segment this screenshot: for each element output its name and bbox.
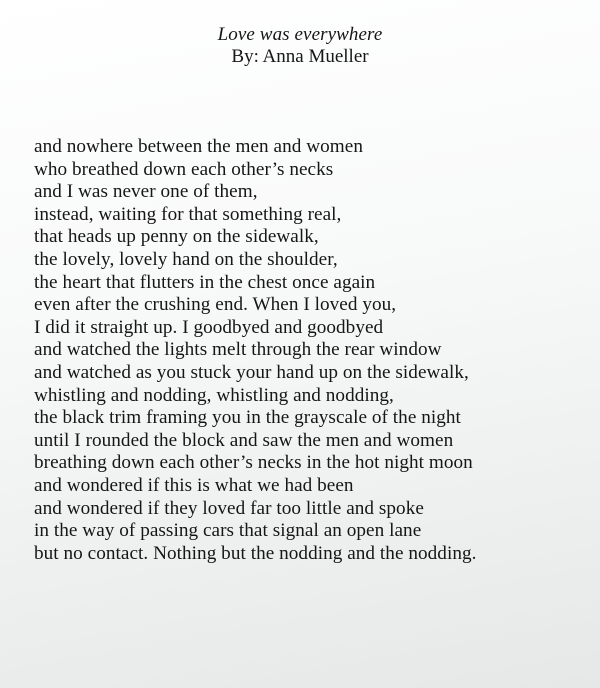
poem-title: Love was everywhere xyxy=(217,24,383,45)
poem-line: the lovely, lovely hand on the shoulder, xyxy=(34,248,338,270)
poem-line: breathing down each other’s necks in the hot night moon xyxy=(34,452,473,474)
poem-line: even after the crushing end. When I loved you, xyxy=(34,294,397,316)
poem-body xyxy=(34,136,476,565)
poem-line: I did it straight up. I goodbyed and goodbyed xyxy=(34,316,384,338)
poem-line: and wondered if this is what we had been xyxy=(34,474,354,496)
poem-line: and I was never one of them, xyxy=(34,181,258,203)
poem-line: and watched as you stuck your hand up on the sidewalk, xyxy=(34,361,469,383)
poem-line: instead, waiting for that something real, xyxy=(34,203,342,225)
poem-line: and watched the lights melt through the rear window xyxy=(34,339,442,361)
poem-line: that heads up penny on the sidewalk, xyxy=(34,226,319,248)
poem-line: but no contact. Nothing but the nodding and the nodding. xyxy=(34,542,477,564)
poem-line: who breathed down each other’s necks xyxy=(34,158,334,180)
poem-line: until I rounded the block and saw the men and women xyxy=(34,429,454,451)
author-byline: By: Anna Mueller xyxy=(231,46,369,67)
poem-line: the black trim framing you in the grayscale of the night xyxy=(34,407,461,429)
poem-line: whistling and nodding, whistling and nodding, xyxy=(34,384,394,406)
poem-line: in the way of passing cars that signal an open lane xyxy=(34,520,422,542)
poem-line: the heart that flutters in the chest once again xyxy=(34,271,376,293)
poem-line: and wondered if they loved far too little and spoke xyxy=(34,497,424,519)
poem-line: and nowhere between the men and women xyxy=(34,136,363,157)
